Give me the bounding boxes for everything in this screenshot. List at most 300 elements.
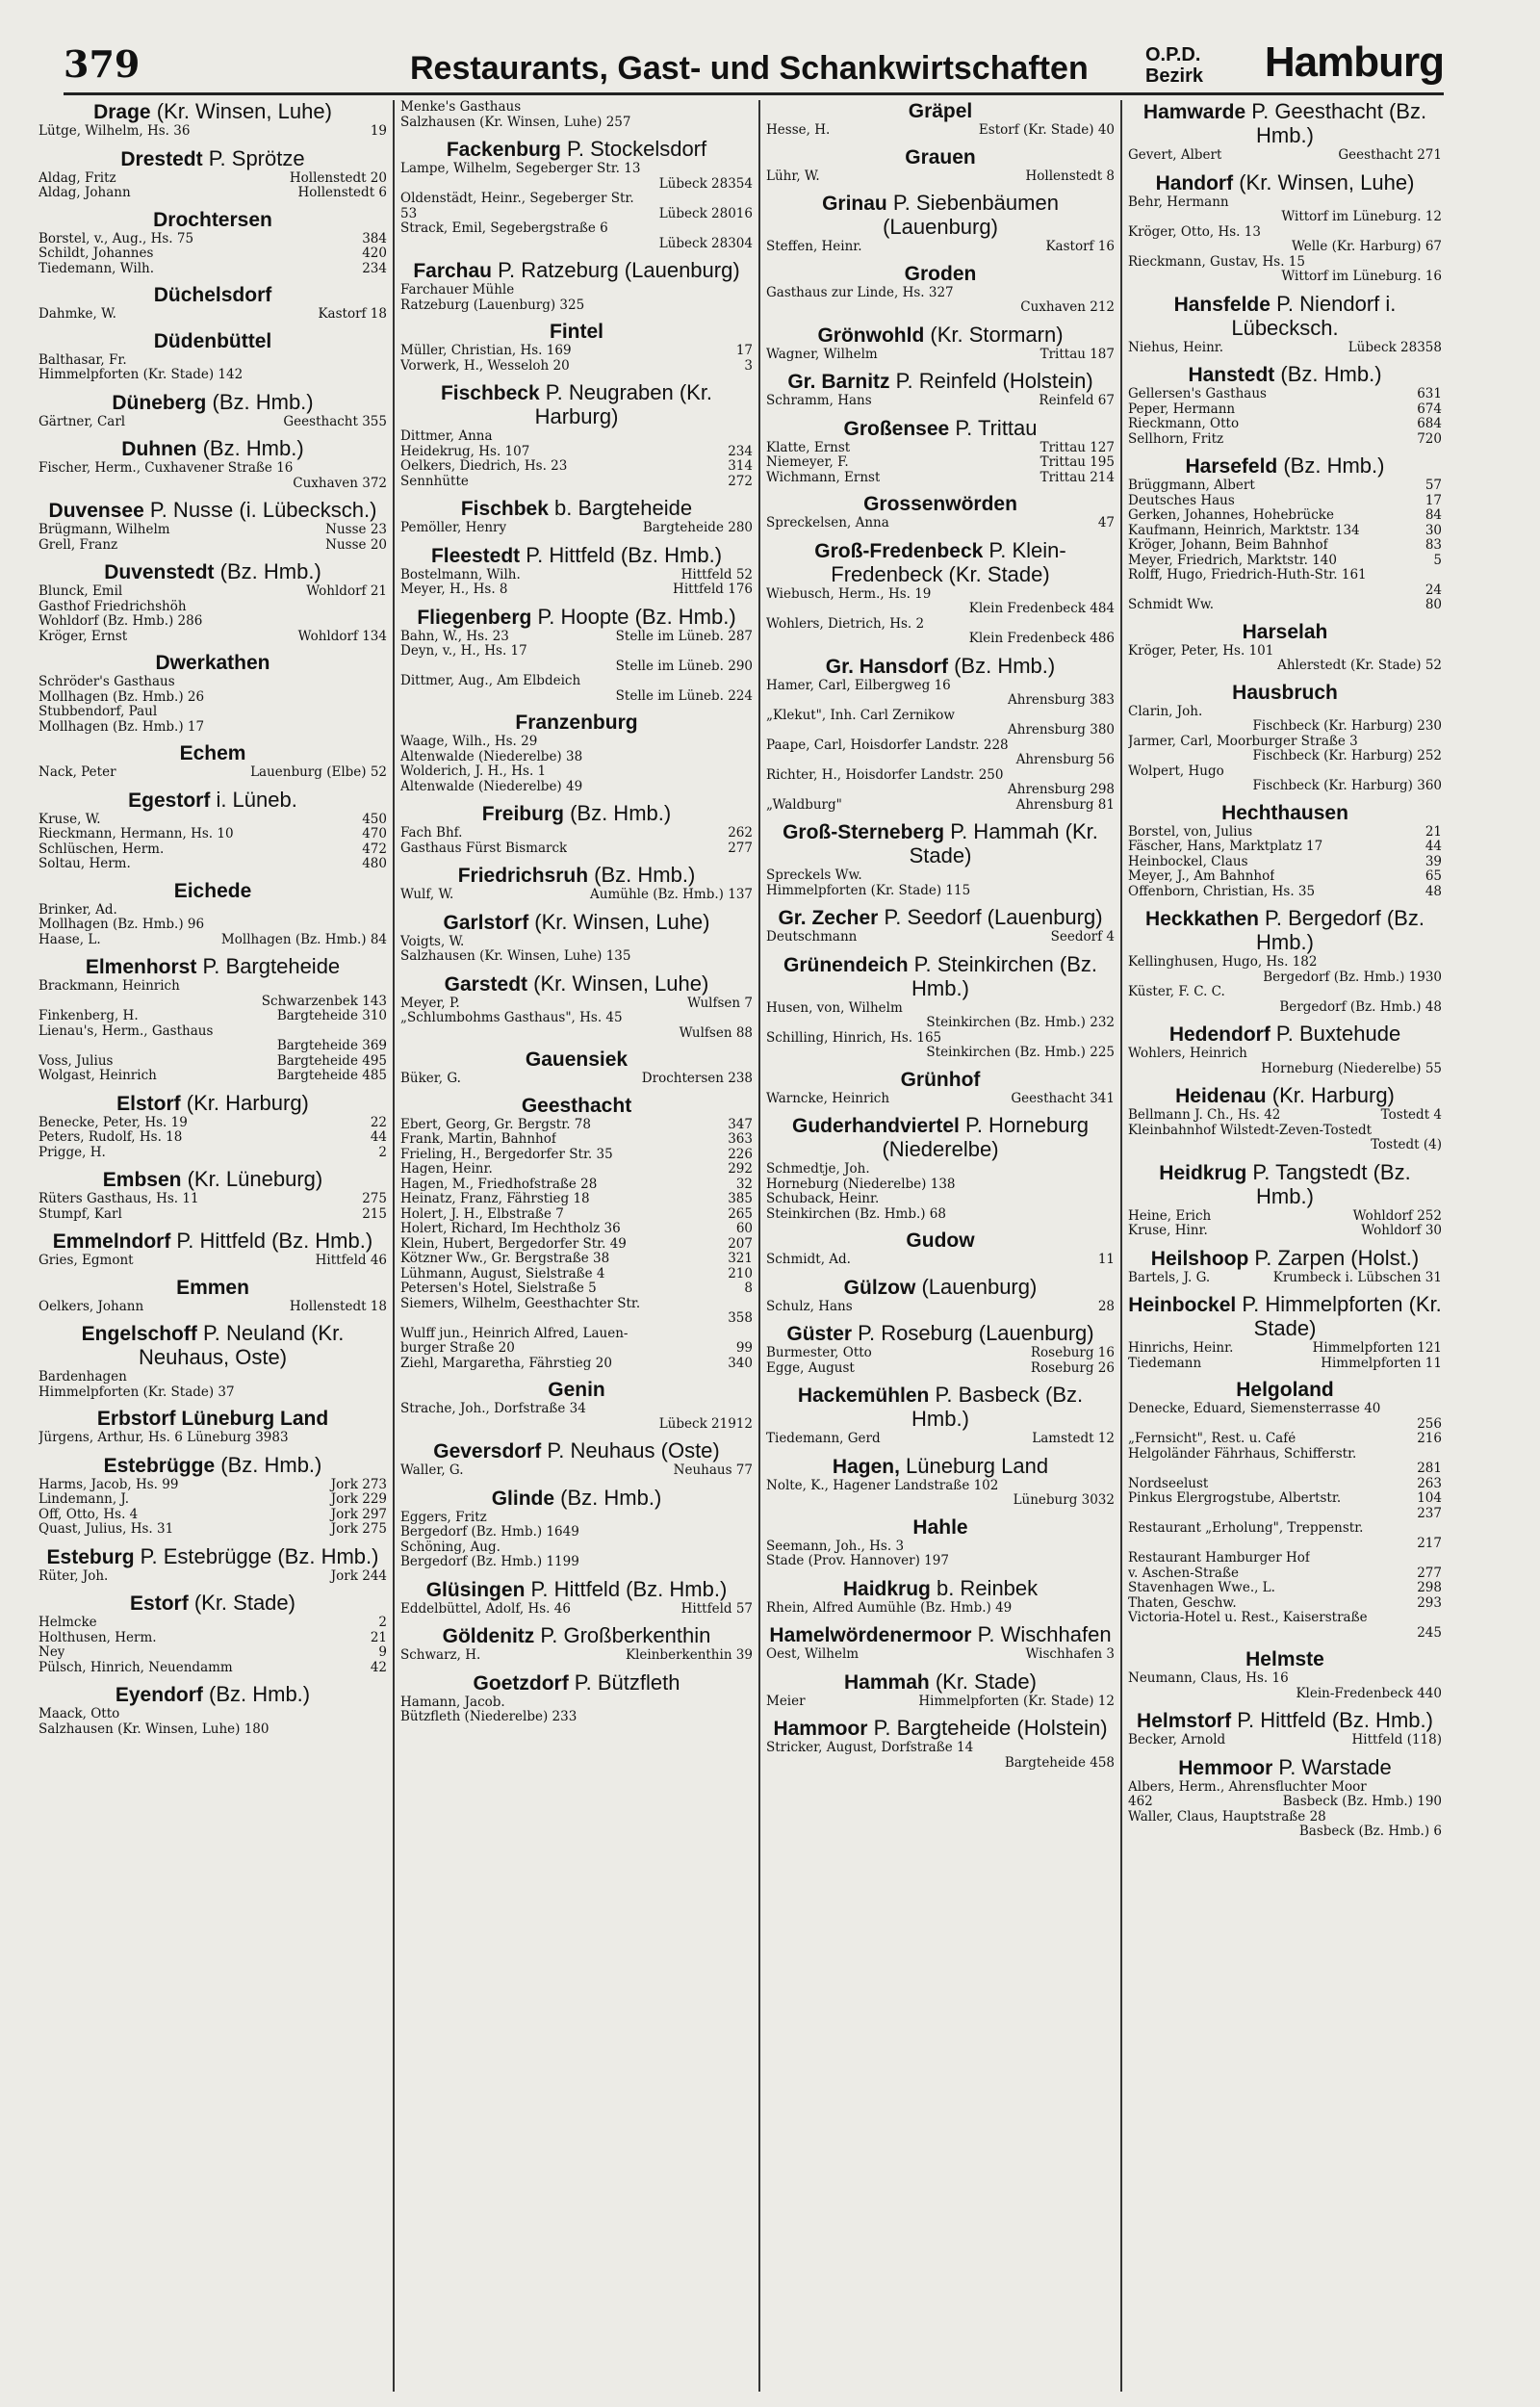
listing-name: Kröger, Ernst <box>38 629 128 644</box>
postal-info: P. Seedorf (Lauenburg) <box>878 905 1103 929</box>
listing-phone: Klein-Fredenbeck 440 <box>1296 1685 1442 1701</box>
place-entry <box>400 1578 753 1618</box>
listing-line <box>1128 719 1442 735</box>
listing-line <box>38 720 387 736</box>
postal-info: P. Klein-Fredenbeck (Kr. Stade) <box>831 537 1066 586</box>
place-name: Harselah <box>1242 620 1328 643</box>
listing-line <box>400 1178 753 1193</box>
listing-name: Waller, G. <box>400 1463 464 1478</box>
listing-line <box>766 1178 1115 1193</box>
listing-name: Tiedemann, Gerd <box>766 1432 881 1446</box>
listing-phone: 65 <box>1424 868 1442 884</box>
listing-line <box>400 298 753 314</box>
listing-phone: 9 <box>378 1644 387 1660</box>
listing-line <box>766 1540 1115 1555</box>
listing-name: Fäscher, Hans, Marktplatz 17 <box>1128 840 1323 854</box>
columns <box>33 100 1448 2392</box>
listing-line <box>38 827 387 842</box>
listing-line <box>400 674 753 689</box>
listing-name: Schildt, Johannes <box>38 246 154 261</box>
place-heading <box>766 1322 1115 1346</box>
listing-phone: Neuhaus 77 <box>673 1462 753 1478</box>
listing-line <box>38 186 387 201</box>
listing-phone: Tostedt (4) <box>1371 1137 1442 1152</box>
listing-line <box>1128 225 1442 241</box>
place-entry <box>1128 363 1442 447</box>
listing-name: Siemers, Wilhelm, Geesthachter Str. <box>400 1296 641 1311</box>
listing-name: Wagner, Wilhelm <box>766 347 878 362</box>
postal-info: (Kr. Winsen, Luhe) <box>528 909 710 934</box>
listing-line <box>400 630 753 645</box>
place-entry <box>766 263 1115 316</box>
place-name: Estorf <box>130 1592 189 1615</box>
listing-phone: 292 <box>728 1161 753 1177</box>
listing-phone: 385 <box>728 1191 753 1206</box>
listing-line <box>766 1162 1115 1178</box>
listing-phone: Lübeck 28358 <box>1348 339 1442 355</box>
place-name: Grünhof <box>900 1068 981 1091</box>
listing-name: Mollhagen (Bz. Hmb.) 17 <box>38 719 205 735</box>
place-entry <box>400 864 753 903</box>
listing-phone: Stelle im Lüneb. 287 <box>615 628 753 644</box>
listing-phone <box>749 192 753 207</box>
place-name: Hammah <box>844 1670 930 1694</box>
listing-line <box>38 1009 387 1024</box>
place-name: Emmelndorf <box>52 1230 171 1253</box>
listing-phone: Geesthacht 341 <box>1011 1090 1115 1106</box>
listing-phone: 17 <box>735 343 753 358</box>
listing-line <box>1128 598 1442 613</box>
header-rule <box>64 92 1444 95</box>
place-name: Farchau <box>413 260 493 282</box>
place-heading <box>1128 1022 1442 1047</box>
listing-name: Soltau, Herm. <box>38 857 131 871</box>
listing-phone: Drochtersen 238 <box>641 1071 753 1086</box>
listing-name: Peters, Rudolf, Hs. 18 <box>38 1130 183 1145</box>
listing-phone: Lübeck 28354 <box>658 175 753 192</box>
postal-info: P. Roseburg (Lauenburg) <box>852 1321 1094 1345</box>
place-heading <box>38 1322 387 1370</box>
listing-phone: Schwarzenbek 143 <box>261 993 387 1009</box>
listing-name: Küster, F. C. C. <box>1128 985 1225 999</box>
listing-phone: 226 <box>728 1146 753 1162</box>
listing-line <box>38 368 387 383</box>
page-number: 379 <box>64 42 141 86</box>
listing-phone: 8 <box>744 1281 753 1296</box>
listing-phone <box>749 1297 753 1312</box>
place-name: Dwerkathen <box>155 652 270 674</box>
listing-name: Himmelpforten (Kr. Stade) 37 <box>38 1385 235 1400</box>
postal-info: P. Siebenbäumen (Lauenburg) <box>883 191 1059 239</box>
listing-line <box>38 1522 387 1538</box>
listing-phone <box>383 1385 387 1401</box>
listing-line <box>1128 1357 1442 1372</box>
listing-phone: 28 <box>1097 1298 1115 1314</box>
listing-line <box>766 1192 1115 1207</box>
listing-line <box>1128 1810 1442 1825</box>
listing-line <box>400 764 753 780</box>
listing-line <box>1128 508 1442 524</box>
listing-name: Kruse, W. <box>38 812 101 827</box>
listing-name: Stade (Prov. Hannover) 197 <box>766 1554 949 1568</box>
place-heading <box>1128 1648 1442 1671</box>
place-heading <box>766 324 1115 348</box>
listing-phone: Steinkirchen (Bz. Hmb.) 225 <box>926 1045 1115 1060</box>
listing-line <box>1128 825 1442 841</box>
postal-info: P. Zarpen (Holst.) <box>1248 1245 1420 1270</box>
listing-phone: 684 <box>1417 416 1442 431</box>
place-name: Duvenstedt <box>104 561 215 583</box>
listing-name: Steffen, Heinr. <box>766 240 862 254</box>
place-heading <box>38 284 387 307</box>
place-name: Göldenitz <box>442 1625 535 1647</box>
listing-line <box>1128 1477 1442 1492</box>
postal-info: P. Basbeck (Bz. Hmb.) <box>911 1383 1084 1431</box>
listing-line <box>1128 971 1442 986</box>
listing-line <box>766 768 1115 784</box>
listing-line <box>766 679 1115 694</box>
listing-phone: Fischbeck (Kr. Harburg) 360 <box>1252 778 1442 793</box>
listing-line <box>400 568 753 583</box>
listing-phone <box>383 979 387 995</box>
place-heading <box>400 802 753 826</box>
listing-phone: Wittorf im Lüneburg. 12 <box>1281 209 1442 224</box>
listing-name: Schmidt Ww. <box>1128 598 1215 612</box>
postal-info: P. Buxtehude <box>1270 1022 1401 1046</box>
listing-name: Paape, Carl, Hoisdorfer Landstr. 228 <box>766 738 1009 753</box>
place-entry <box>766 1229 1115 1268</box>
postal-info: P. Horneburg (Niederelbe) <box>882 1113 1090 1161</box>
place-entry <box>400 1487 753 1570</box>
postal-info: P. Hittfeld (Bz. Hmb.) <box>525 1576 728 1601</box>
listing-line <box>400 1267 753 1282</box>
postal-info: P. Nusse (i. Lübecksch.) <box>143 498 377 522</box>
place-entry <box>38 1168 387 1222</box>
listing-phone: Ahrensburg 383 <box>1008 692 1115 708</box>
listing-phone: 5 <box>1433 552 1442 568</box>
place-entry <box>766 539 1115 647</box>
place-heading <box>766 1384 1115 1432</box>
listing-phone: 262 <box>728 825 753 841</box>
listing-line <box>38 918 387 933</box>
place-name: Handorf <box>1155 171 1234 194</box>
listing-line <box>1128 1596 1442 1612</box>
listing-name: Wiebusch, Herm., Hs. 19 <box>766 586 932 602</box>
place-entry <box>400 138 753 251</box>
listing-phone <box>749 764 753 780</box>
listing-phone: 217 <box>1417 1535 1442 1551</box>
listing-name: Clarin, Joh. <box>1128 704 1203 719</box>
listing-line <box>400 1648 753 1664</box>
listing-phone: 48 <box>1424 883 1442 899</box>
listing-phone: Bargteheide 485 <box>276 1068 387 1083</box>
listing-line <box>766 723 1115 738</box>
column-2 <box>395 100 760 2392</box>
listing-phone: 265 <box>728 1205 753 1222</box>
listing-name: Fach Bhf. <box>400 826 463 841</box>
listing-line <box>38 675 387 690</box>
postal-info: Lüneburg Land <box>899 1453 1049 1478</box>
listing-phone <box>1438 644 1442 660</box>
listing-name: Meyer, H., Hs. 8 <box>400 582 508 597</box>
place-name: Elmenhorst <box>85 956 197 978</box>
place-heading <box>38 100 387 124</box>
listing-phone: 384 <box>362 230 387 246</box>
listing-phone <box>749 221 753 237</box>
listing-phone: 347 <box>728 1116 753 1132</box>
listing-phone: Horneburg (Niederelbe) 55 <box>1261 1060 1442 1076</box>
listing-name: Kaufmann, Heinrich, Marktstr. 134 <box>1128 523 1360 538</box>
postal-info: (Bz. Hmb.) <box>563 801 672 825</box>
place-name: Echem <box>179 742 246 764</box>
postal-info: P. Steinkirchen (Bz. Hmb.) <box>908 951 1097 1000</box>
listing-phone: Estorf (Kr. Stade) 40 <box>978 122 1115 138</box>
listing-line <box>1128 1462 1442 1477</box>
place-name: Hemmoor <box>1178 1756 1273 1779</box>
listing-phone <box>749 1710 753 1725</box>
listing-line <box>38 600 387 615</box>
listing-line <box>38 1024 387 1040</box>
place-heading <box>400 497 753 521</box>
place-name: Estebrügge <box>103 1454 216 1477</box>
listing-name: Salzhausen (Kr. Winsen, Luhe) 135 <box>400 949 631 964</box>
listing-line <box>400 475 753 490</box>
listing-name: Kröger, Otto, Hs. 13 <box>1128 224 1261 240</box>
place-entry <box>766 1384 1115 1447</box>
listing-line <box>1128 1047 1442 1062</box>
listing-phone <box>749 1540 753 1556</box>
listing-phone: 470 <box>362 826 387 841</box>
listing-phone: Jork 229 <box>330 1491 387 1507</box>
listing-phone: Fischbeck (Kr. Harburg) 230 <box>1252 718 1442 734</box>
listing-name: Wolderich, J. H., Hs. 1 <box>400 764 547 779</box>
listing-line <box>1128 1224 1442 1239</box>
listing-line <box>400 1252 753 1267</box>
listing-phone: 275 <box>362 1191 387 1206</box>
listing-line <box>400 177 753 193</box>
listing-phone: 245 <box>1417 1624 1442 1641</box>
listing-line <box>1128 568 1442 583</box>
place-name: Düchelsdorf <box>153 284 272 306</box>
listing-line <box>1128 1626 1442 1642</box>
listing-name: Kröger, Johann, Beim Bahnhof <box>1128 538 1328 553</box>
place-entry <box>766 820 1115 898</box>
place-entry <box>766 417 1115 486</box>
listing-line <box>1128 1402 1442 1417</box>
listing-line <box>1128 554 1442 569</box>
listing-phone: 80 <box>1424 597 1442 612</box>
listing-name: Brüggmann, Albert <box>1128 479 1255 493</box>
listing-line <box>400 459 753 475</box>
listing-phone <box>1438 764 1442 780</box>
bezirk-label: Bezirk <box>1144 65 1203 87</box>
place-entry <box>1128 1084 1442 1153</box>
place-heading <box>766 539 1115 587</box>
listing-phone <box>1438 1780 1442 1796</box>
place-entry <box>766 906 1115 945</box>
place-heading <box>400 1095 753 1118</box>
listing-phone <box>1438 1047 1442 1062</box>
place-heading <box>400 1624 753 1648</box>
listing-phone: Hittfeld 52 <box>680 566 753 582</box>
listing-name: Büker, G. <box>400 1072 461 1086</box>
place-entry <box>38 499 387 553</box>
listing-phone: 207 <box>728 1235 753 1252</box>
listing-phone: Wohldorf 134 <box>297 628 387 644</box>
place-entry <box>400 1095 753 1372</box>
listing-phone: 21 <box>370 1629 387 1645</box>
place-entry <box>766 1455 1115 1509</box>
place-name: Hausbruch <box>1232 681 1338 704</box>
place-name: Hackemühlen <box>797 1385 930 1407</box>
listing-phone: 215 <box>362 1205 387 1222</box>
listing-phone: Nusse 20 <box>325 536 387 553</box>
listing-phone <box>1111 1162 1115 1178</box>
listing-phone <box>749 735 753 750</box>
column-1 <box>33 100 395 2392</box>
listing-line <box>400 1207 753 1223</box>
place-heading <box>766 1516 1115 1540</box>
listing-name: Hinrichs, Heinr. <box>1128 1341 1234 1356</box>
place-heading <box>766 1623 1115 1647</box>
listing-name: Meier <box>766 1694 806 1709</box>
listing-phone: Wohldorf 30 <box>1361 1223 1442 1238</box>
place-entry <box>38 330 387 383</box>
listing-name: Meyer, J., Am Bahnhof <box>1128 869 1275 884</box>
listing-line <box>38 1069 387 1084</box>
listing-line <box>1128 1671 1442 1687</box>
postal-info: P. Tangstedt (Bz. Hmb.) <box>1246 1159 1411 1208</box>
listing-name: Nolte, K., Hagener Landstraße 102 <box>766 1478 999 1493</box>
place-heading <box>38 1092 387 1116</box>
listing-phone: Wischhafen 3 <box>1025 1646 1115 1662</box>
listing-name: Holthusen, Herm. <box>38 1630 157 1645</box>
listing-line <box>766 587 1115 603</box>
listing-name: Menke's Gasthaus <box>400 100 522 115</box>
place-name: Fischbeck <box>440 382 540 404</box>
listing-phone <box>749 100 753 116</box>
listing-name: Kötzner Ww., Gr. Bergstraße 38 <box>400 1252 610 1266</box>
place-name: Erbstorf Lüneburg Land <box>96 1408 329 1430</box>
listing-line <box>400 750 753 765</box>
postal-info: P. Estebrügge (Bz. Hmb.) <box>134 1543 379 1568</box>
place-entry <box>766 1717 1115 1771</box>
listing-name: 462 <box>1128 1795 1153 1809</box>
postal-info: (Kr. Harburg) <box>180 1090 309 1115</box>
listing-line <box>766 1253 1115 1268</box>
listing-phone: Himmelpforten (Kr. Stade) 12 <box>918 1693 1115 1709</box>
listing-name: Petersen's Hotel, Sielstraße 5 <box>400 1281 597 1296</box>
listing-name: Prigge, H. <box>38 1145 106 1160</box>
listing-phone: 42 <box>370 1659 387 1675</box>
place-name: Haidkrug <box>842 1577 931 1600</box>
place-entry <box>766 146 1115 185</box>
listing-name: Sellhorn, Fritz <box>1128 431 1224 447</box>
listing-name: Hagen, M., Friedhofstraße 28 <box>400 1177 598 1192</box>
listing-phone <box>383 1370 387 1385</box>
place-entry <box>766 953 1115 1061</box>
listing-line <box>766 1361 1115 1377</box>
listing-phone: 631 <box>1417 386 1442 401</box>
listing-name: Pülsch, Hinrich, Neuendamm <box>38 1660 233 1675</box>
listing-line <box>38 813 387 828</box>
listing-name: Gerken, Johannes, Hohebrücke <box>1128 508 1334 523</box>
postal-info: (Kr. Stade) <box>929 1669 1037 1694</box>
listing-phone: Ahrensburg 298 <box>1008 782 1115 797</box>
listing-phone <box>1111 1192 1115 1207</box>
place-heading <box>766 1069 1115 1092</box>
listing-name: Klein, Hubert, Bergedorfer Str. 49 <box>400 1236 627 1252</box>
place-heading <box>766 263 1115 286</box>
postal-info: P. Neuhaus (Oste) <box>541 1438 720 1462</box>
place-entry <box>38 1592 387 1675</box>
district-label <box>1145 44 1203 87</box>
listing-phone: 277 <box>1417 1565 1442 1581</box>
listing-name: Eggers, Fritz <box>400 1510 487 1525</box>
listing-line <box>1128 524 1442 539</box>
postal-info: (Bz. Hmb.) <box>202 1682 311 1706</box>
place-heading <box>1128 1247 1442 1271</box>
listing-phone: Hollenstedt 20 <box>289 169 387 186</box>
place-heading <box>400 712 753 735</box>
listing-line <box>766 602 1115 617</box>
postal-info: P. Neugraben (Kr. Harburg) <box>534 380 713 428</box>
listing-line <box>1128 1551 1442 1566</box>
listing-name: Spreckels Ww. <box>766 868 862 883</box>
place-name: Embsen <box>102 1169 182 1191</box>
listing-line <box>1128 1209 1442 1225</box>
postal-info: (Kr. Stormarn) <box>924 322 1064 347</box>
place-name: Gülzow <box>843 1276 916 1299</box>
listing-phone: Wulfsen 7 <box>687 995 753 1011</box>
listing-phone: Bargteheide 369 <box>276 1038 387 1053</box>
listing-line <box>38 1631 387 1646</box>
listing-name: Schuback, Heinr. <box>766 1192 880 1206</box>
listing-phone <box>749 429 753 445</box>
place-entry <box>400 606 753 705</box>
listing-name: Oelkers, Diedrich, Hs. 23 <box>400 459 568 474</box>
place-entry <box>38 209 387 277</box>
listing-phone <box>383 461 387 477</box>
listing-phone: 720 <box>1417 430 1442 447</box>
listing-phone: Lübeck 21912 <box>658 1415 753 1432</box>
listing-line <box>1128 1795 1442 1810</box>
place-name: Eyendorf <box>115 1684 203 1706</box>
listing-line <box>38 1661 387 1676</box>
listing-line <box>766 455 1115 471</box>
listing-phone: Klein Fredenbeck 484 <box>968 601 1115 616</box>
listing-phone: Kleinberkenthin 39 <box>626 1647 753 1663</box>
place-name: Duhnen <box>121 438 197 460</box>
listing-name: burger Straße 20 <box>400 1341 515 1356</box>
listing-name: Peper, Hermann <box>1128 401 1236 417</box>
listing-phone: Trittau 214 <box>1040 469 1115 485</box>
place-heading <box>400 259 753 283</box>
listing-phone <box>383 1431 387 1446</box>
listing-line <box>400 192 753 207</box>
listing-line <box>400 445 753 460</box>
listing-name: Gellersen's Gasthaus <box>1128 387 1267 401</box>
listing-phone <box>749 1402 753 1417</box>
listing-phone: Hittfeld 46 <box>315 1253 387 1268</box>
place-entry <box>400 911 753 965</box>
place-entry <box>400 544 753 598</box>
listing-phone: 17 <box>1424 492 1442 508</box>
listing-phone: 21 <box>1424 823 1442 840</box>
place-entry <box>38 1545 387 1585</box>
listing-line <box>400 1148 753 1163</box>
listing-name: Heidekrug, Hs. 107 <box>400 444 530 459</box>
